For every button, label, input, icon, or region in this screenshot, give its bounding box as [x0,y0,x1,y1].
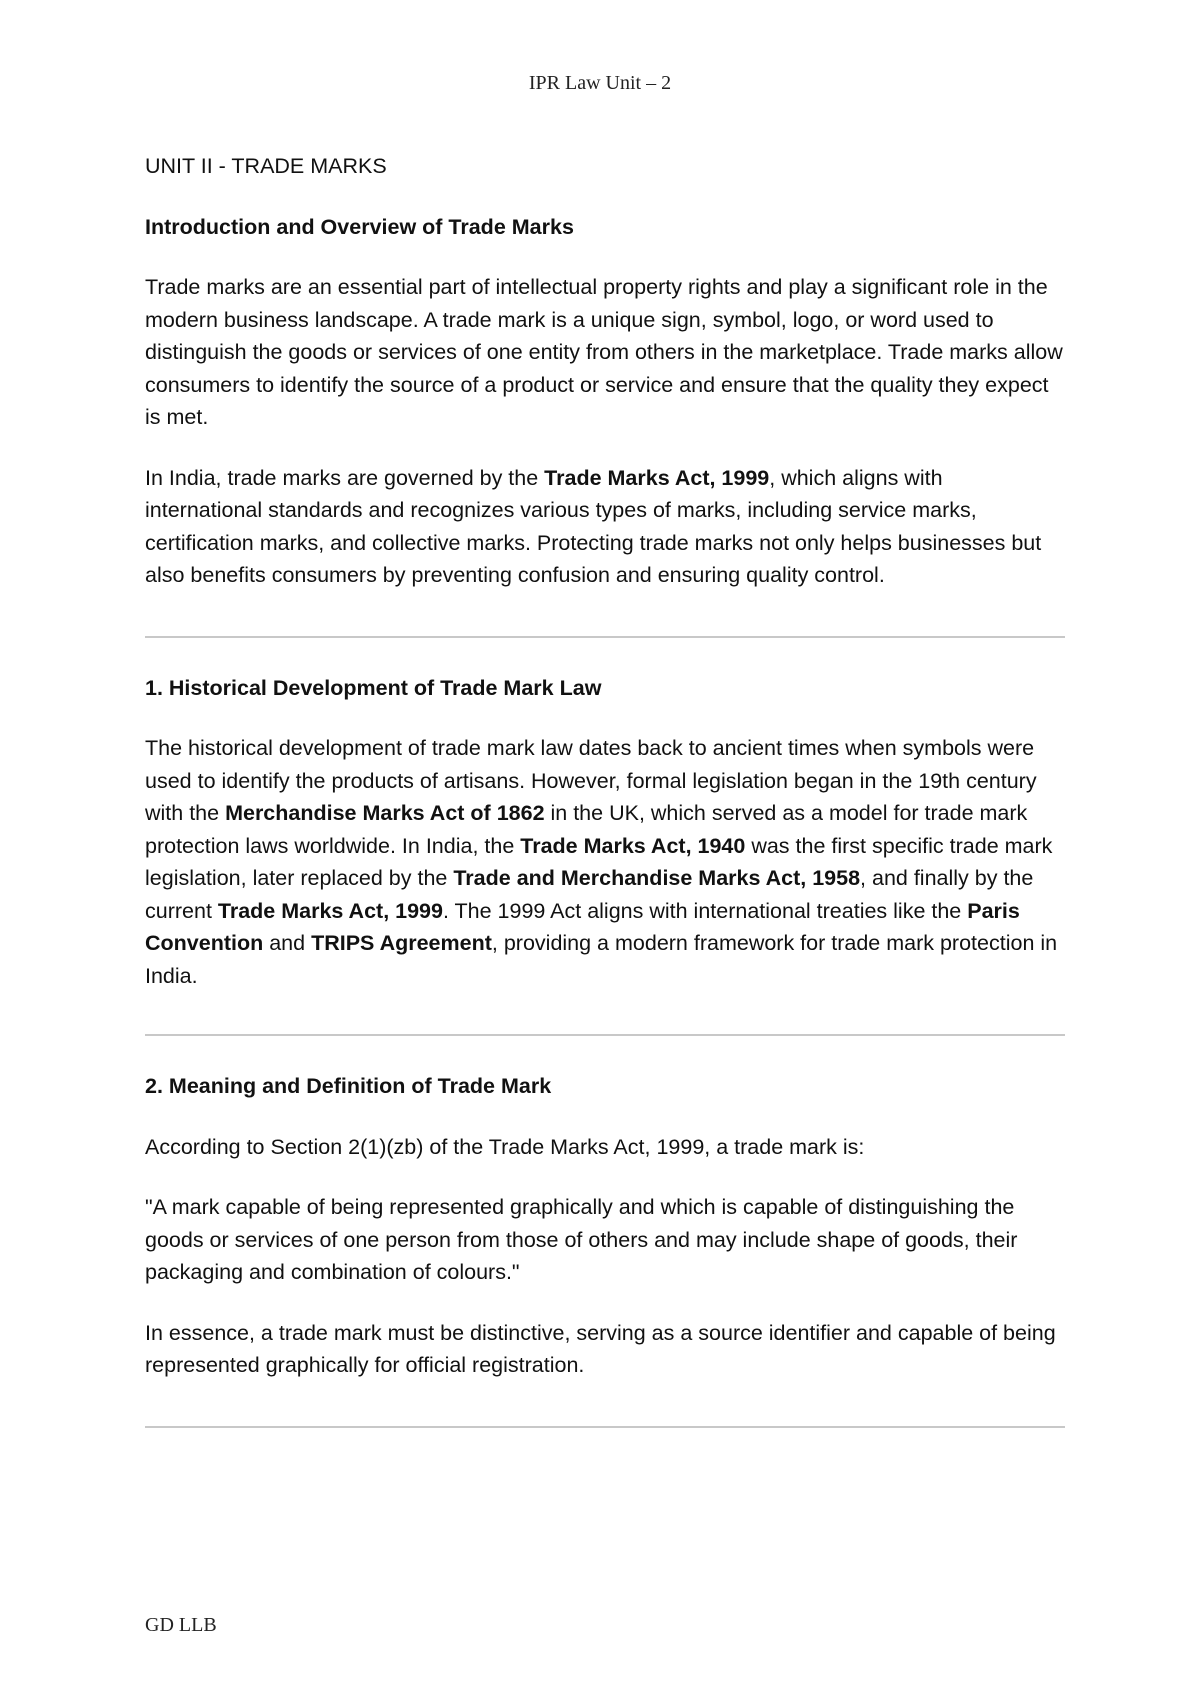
bold-term: Paris Convention [145,898,1020,955]
bold-term: Merchandise Marks Act of 1862 [225,801,545,825]
section2-heading: 2. Meaning and Definition of Trade Mark [145,1074,552,1098]
text-run: was the first specific trade mark legislation, later replaced by the [145,833,1053,890]
text-run: , providing a modern framework for trade mark protection in India. [145,931,1058,988]
section2-paragraph-2: In essence, a trade mark must be distinctive, serving as a source identifier and capable of being represented graphically for official registration. [145,1320,1056,1377]
text-run: , and finally by the current [145,866,1034,923]
bold-term: Trade and Merchandise Marks Act, 1958 [453,866,861,890]
section-divider [145,1426,1065,1428]
running-header: IPR Law Unit – 2 [528,72,672,94]
section1-paragraph [145,732,1065,992]
running-footer: GD LLB [145,1614,217,1636]
text-run: . The 1999 Act aligns with international treaties like the [442,898,968,923]
section-divider [145,1034,1065,1036]
intro-heading: Introduction and Overview of Trade Marks [145,214,574,239]
section2-paragraph-1: According to Section 2(1)(zb) of the Trade Marks Act, 1999, a trade mark is: [145,1134,865,1159]
bold-term: Trade Marks Act, 1940 [520,833,746,858]
section1-heading: 1. Historical Development of Trade Mark Law [145,675,602,700]
text-run: , which aligns with international standards and recognizes various types of marks, including service marks, certification marks, and collective marks. Protecting trade marks not only helps businesses but also benefits consumers by preventing confusion and ensuring quality control. [145,465,1042,587]
definition-quote: "A mark capable of being represented graphically and which is capable of distinguishing the goods or services of one person from those of others and may include shape of goods, their packaging and combination of colours." [145,1195,1018,1284]
bold-term: TRIPS Agreement [311,931,492,955]
bold-term: Trade Marks Act, 1999 [217,898,443,923]
text-run: The historical development of trade mark law dates back to ancient times when symbols were used to identify the products of artisans. However, formal legislation began in the 19th century with the [145,736,1037,825]
text-run: and [263,931,312,955]
intro-paragraph-2 [145,462,1065,592]
unit-title: UNIT II - TRADE MARKS [145,154,387,178]
section-divider [145,636,1065,638]
text-run: in the UK, which served as a model for trade mark protection laws worldwide. In India, the [145,801,1028,858]
intro-paragraph-1: Trade marks are an essential part of intellectual property rights and play a significant role in the modern business landscape. A trade mark is a unique sign, symbol, logo, or word used to distinguish the goods or services of one entity from others in the marketplace. Trade marks allow consumers to identify the source of a product or service and ensure that the quality they expect is met. [145,275,1063,429]
document-body [145,150,1065,1428]
text-run: In India, trade marks are governed by the [145,465,545,490]
bold-term: Trade Marks Act, 1999 [544,465,770,490]
